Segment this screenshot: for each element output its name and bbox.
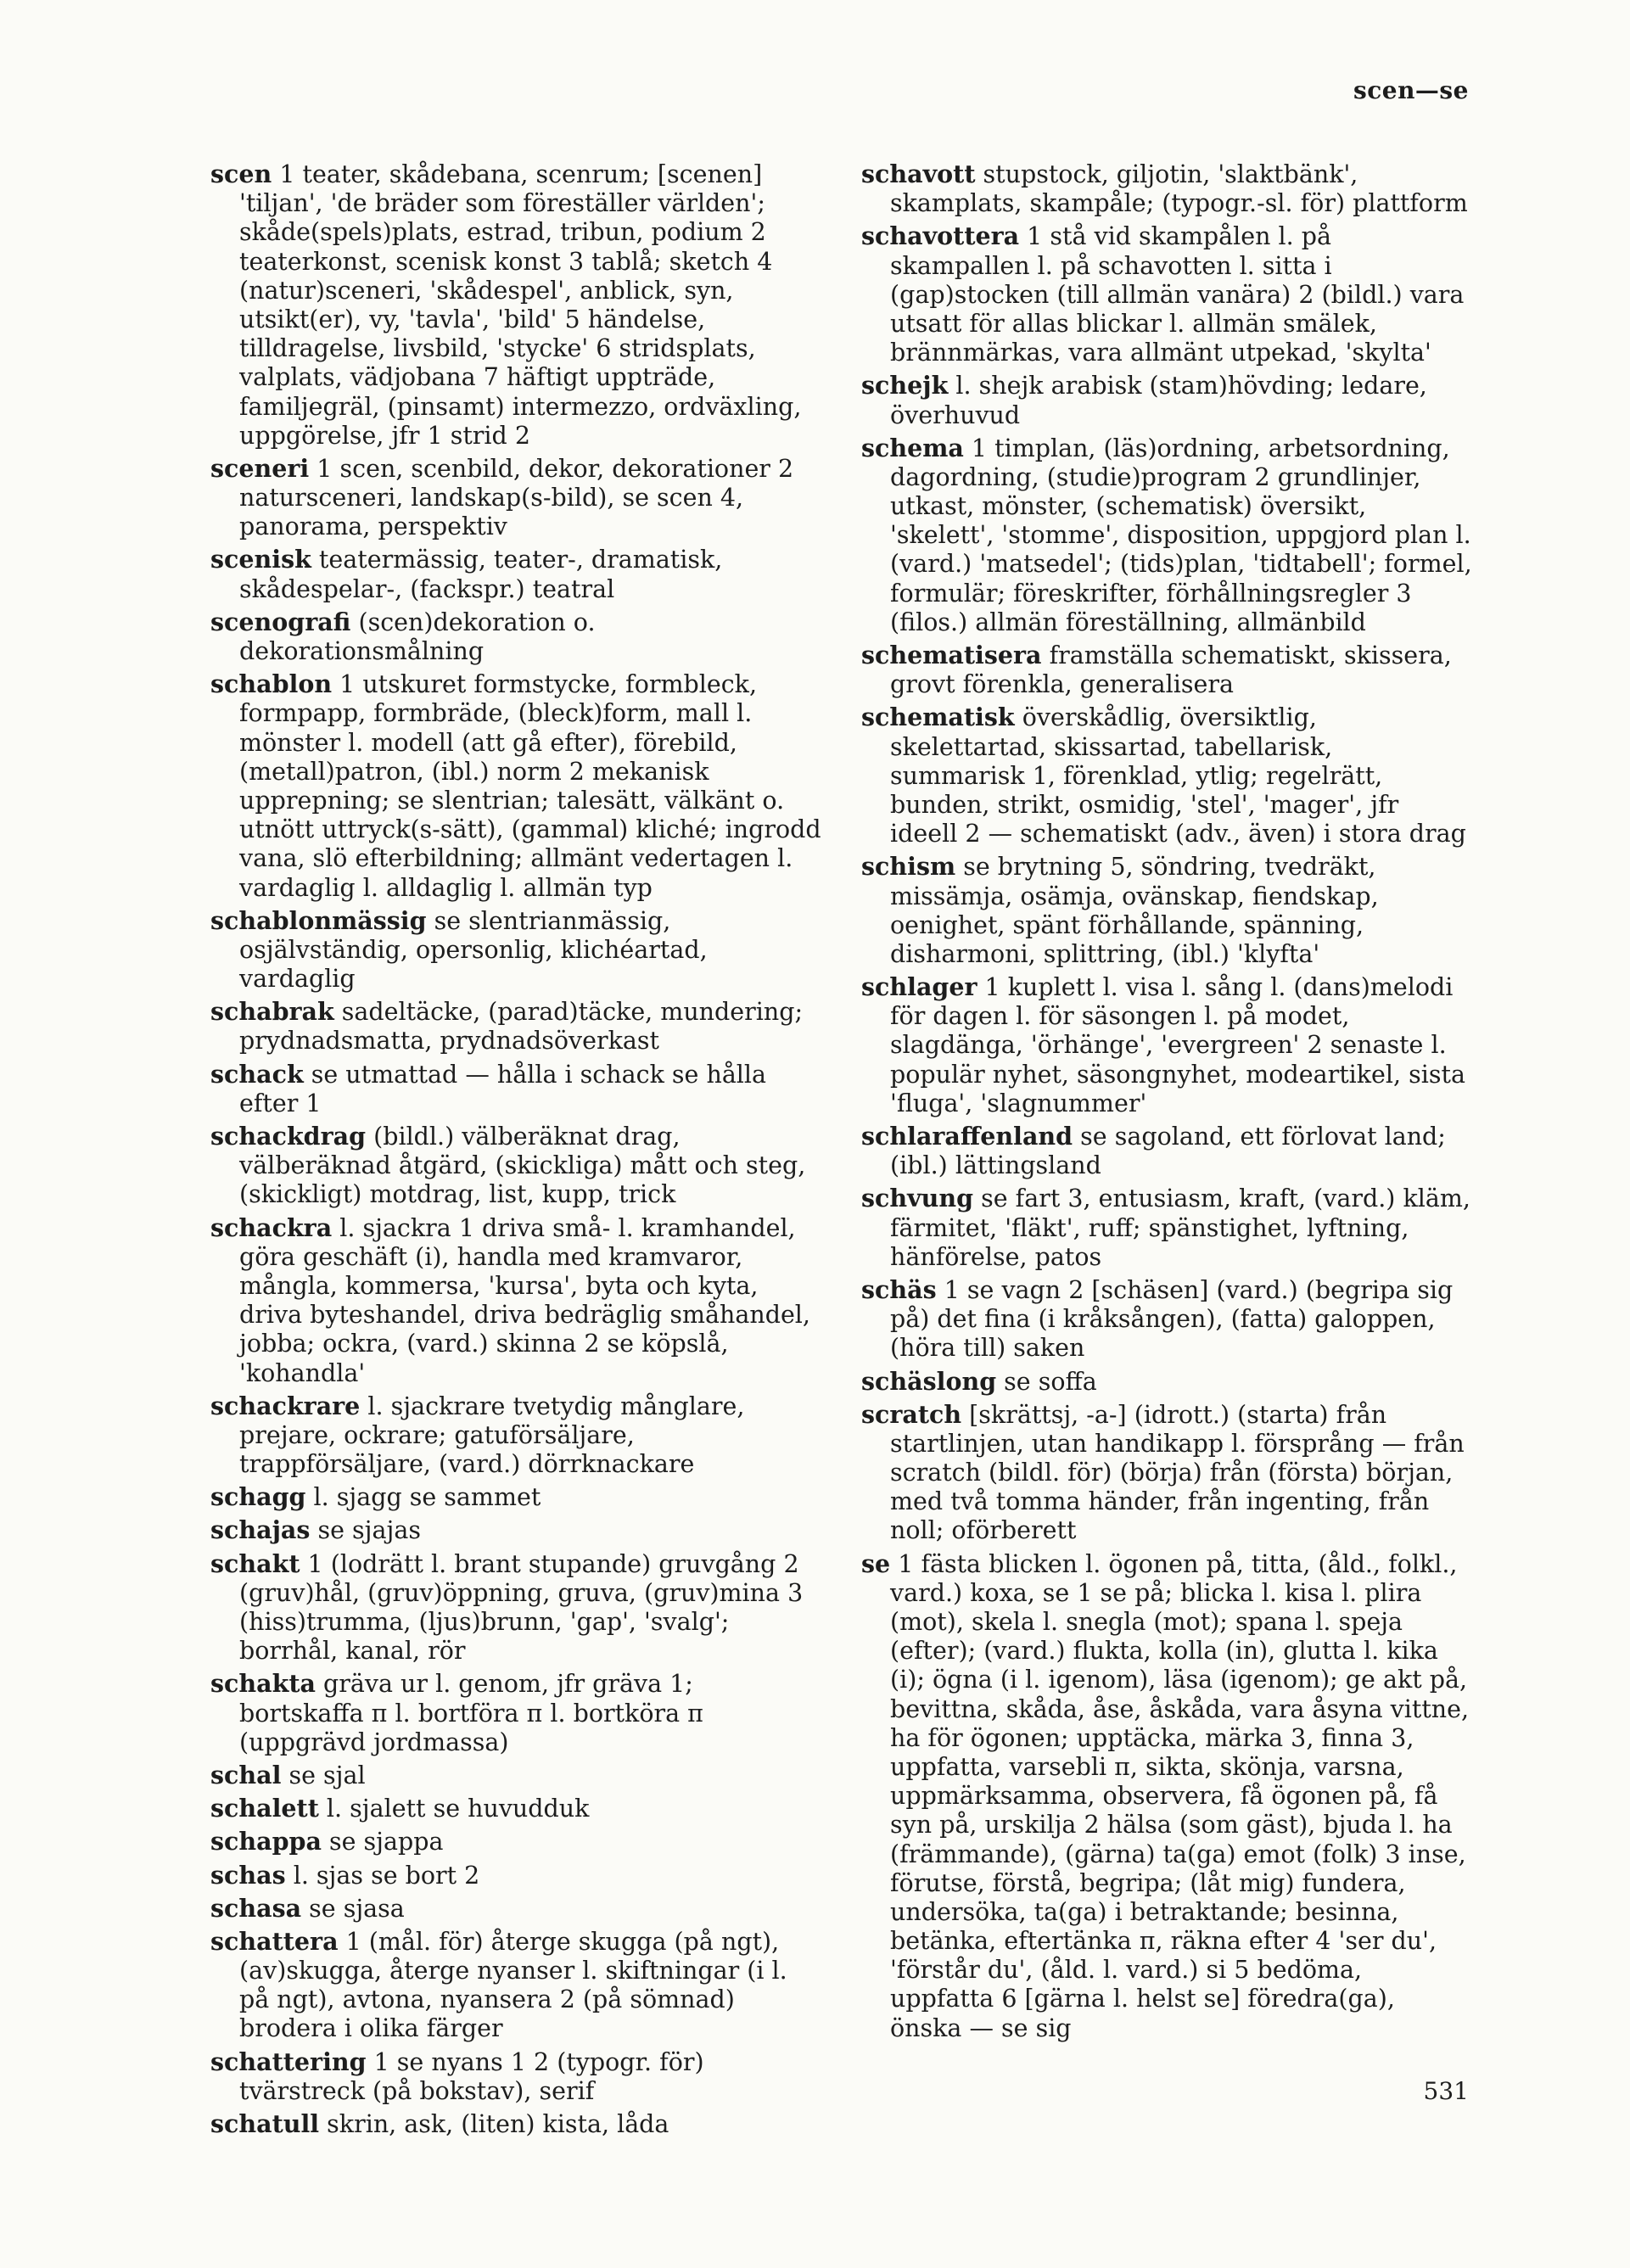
entry-headword: scratch — [861, 1399, 962, 1429]
entry-definition: (scen)dekoration o. dekorationsmålning — [239, 608, 596, 665]
dictionary-entry — [861, 1549, 1472, 2043]
entry-definition: 1 fästa blicken l. ögonen på, titta, (åld., folkl., vard.) koxa, se 1 se på; blicka l. kisa l. plira (mot), skela l. snegla (mot); spana l. speja (efter); (vard.) flukta, kolla (in), glutta l. kika (i); ögna (i l. igenom), läsa (igenom); ge akt på, bevittna, skåda, åse, åskåda, vara åsyna vittne, ha för ögonen; upptäcka, märka 3, finna 3, uppfatta, varsebli ᴨ, sikta, skönja, varsna, uppmärksamma, observera, få ögonen på, få syn på, urskilja 2 hälsa (som gäst), bjuda l. ha (främmande), (gärna) ta(ga) emot (folk) 3 inse, förutse, förstå, begripa; (låt mig) fundera, undersöka, ta(ga) i betraktande; besinna, betänka, eftertänka ᴨ, räkna efter 4 'ser du', 'förstår du', (åld. l. vard.) si 5 bedöma, uppfatta 6 [gärna l. helst se] föredra(ga), önska — se sig — [890, 1549, 1470, 2042]
dictionary-entry — [210, 1060, 821, 1118]
dictionary-entry — [861, 1184, 1472, 1272]
running-head: scen—se — [1353, 76, 1469, 104]
entry-definition: 1 (mål. för) återge skugga (på ngt), (av)skugga, återge nyanser l. skiftningar (i l. på ngt), avtona, nyansera 2 (på sömnad) brodera i olika färger — [239, 1927, 787, 2043]
entry-definition: se sjajas — [310, 1516, 421, 1545]
entry-headword: schablonmässig — [210, 905, 427, 935]
entry-headword: schajas — [210, 1515, 311, 1545]
entry-definition: 1 se nyans 1 2 (typogr. för) tvärstreck (på bokstav), serif — [239, 2047, 704, 2105]
entry-headword: schakt — [210, 1548, 300, 1578]
dictionary-entry — [861, 371, 1472, 429]
entry-definition: se utmattad — hålla i schack se hålla efter 1 — [239, 1060, 767, 1117]
right-column — [861, 160, 1472, 2047]
dictionary-entry — [861, 434, 1472, 637]
entry-headword: schasa — [210, 1893, 302, 1923]
dictionary-entry — [210, 608, 821, 666]
entry-headword: schvung — [861, 1184, 974, 1213]
entry-definition: l. sjagg se sammet — [305, 1483, 541, 1512]
dictionary-entry — [210, 1761, 821, 1790]
entry-headword: schackra — [210, 1212, 333, 1242]
entry-headword: scenisk — [210, 545, 311, 574]
entry-definition: se soffa — [996, 1367, 1097, 1396]
dictionary-entry — [861, 1400, 1472, 1546]
dictionary-entry — [861, 703, 1472, 848]
entry-definition: överskådlig, översiktlig, skelettartad, skissartad, tabellarisk, summarisk 1, förenklad, ytlig; regelrätt, bunden, strikt, osmidig, 'stel', 'mager', jfr ideell 2 — schematiskt (adv., även) i stora drag — [890, 703, 1466, 848]
dictionary-entry — [210, 1122, 821, 1210]
entry-definition: [skrättsj, -a-] (idrott.) (starta) från startlinjen, utan handikapp l. försprång — från scratch (bildl. för) (börja) från (första) början, med två tomma händer, från ingenting, från noll; oförberett — [890, 1400, 1465, 1545]
entry-headword: schabrak — [210, 997, 334, 1027]
entry-definition: l. sjas se bort 2 — [285, 1861, 480, 1890]
entry-headword: schackrare — [210, 1391, 361, 1420]
entry-definition: teatermässig, teater-, dramatisk, skådespelar-, (fackspr.) teatral — [239, 546, 723, 603]
entry-definition: se fart 3, entusiasm, kraft, (vard.) kläm, färmitet, 'fläkt', ruff; spänstighet, lyftning, hänförelse, patos — [890, 1184, 1470, 1271]
dictionary-entry — [210, 1794, 821, 1823]
entry-definition: 1 kuplett l. visa l. sång l. (dans)melodi för dagen l. för säsongen l. på modet, slagdänga, 'örhänge', 'evergreen' 2 senaste l. populär nyhet, säsongnyhet, modeartikel, sista 'fluga', 'slagnummer' — [890, 973, 1465, 1117]
entry-headword: schakta — [210, 1669, 316, 1699]
entry-headword: schematisera — [861, 641, 1042, 669]
entry-definition: 1 stå vid skampålen l. på skampallen l. på schavotten l. sitta i (gap)stocken (till allmän vanära) 2 (bildl.) vara utsatt för allas blickar l. allmän smälek, brännmärkas, vara allmänt utpekad, 'skylta' — [890, 222, 1465, 367]
entry-definition: se sjappa — [321, 1828, 444, 1856]
dictionary-entry — [210, 1827, 821, 1856]
dictionary-entry — [861, 972, 1472, 1118]
dictionary-entry — [210, 906, 821, 994]
dictionary-entry — [210, 669, 821, 903]
dictionary-entry — [210, 160, 821, 451]
entry-definition: l. sjackra 1 driva små- l. kramhandel, göra geschäft (i), handla med kramvaror, mångla, kommersa, 'kursa', byta och kyta, driva byteshandel, driva bedräglig småhandel, jobba; ockra, (vard.) skinna 2 se köpslå, 'kohandla' — [239, 1213, 810, 1387]
dictionary-entry — [861, 1122, 1472, 1180]
entry-headword: schism — [861, 852, 956, 882]
dictionary-entry — [861, 641, 1472, 699]
entry-definition: gräva ur l. genom, jfr gräva 1; bortskaffa ᴨ l. bortföra ᴨ l. bortköra ᴨ (uppgrävd jordmassa) — [239, 1670, 703, 1756]
dictionary-entry — [210, 1549, 821, 1666]
dictionary-entry — [210, 1482, 821, 1512]
entry-headword: schablon — [210, 669, 333, 699]
dictionary-entry — [861, 1275, 1472, 1364]
dictionary-entry — [210, 1894, 821, 1924]
dictionary-entry — [210, 454, 821, 542]
entry-definition: se sjal — [281, 1761, 366, 1789]
entry-definition: stupstock, giljotin, 'slaktbänk', skamplats, skampåle; (typogr.-sl. för) plattform — [890, 160, 1468, 218]
entry-headword: schackdrag — [210, 1122, 367, 1151]
dictionary-entry — [210, 2109, 821, 2139]
entry-headword: schal — [210, 1760, 282, 1789]
dictionary-entry — [210, 1861, 821, 1890]
entry-definition: se brytning 5, söndring, tvedräkt, missämja, osämja, ovänskap, fiendskap, oenighet, spänt förhållande, spänning, disharmoni, splittring, (ibl.) 'klyfta' — [890, 853, 1379, 968]
entry-definition: (bildl.) välberäknat drag, välberäknad åtgärd, (skickliga) mått och steg, (skickligt) motdrag, list, kupp, trick — [239, 1123, 806, 1209]
entry-definition: 1 teater, skådebana, scenrum; [scenen] 'tiljan', 'de bräder som föreställer världen'; skåde(spels)plats, estrad, tribun, podium 2 teaterkonst, scenisk konst 3 tablå; sketch 4 (natur)sceneri, 'skådespel', anblick, syn, utsikt(er), vy, 'tavla', 'bild' 5 händelse, tilldragelse, livsbild, 'stycke' 6 stridsplats, valplats, vädjobana 7 häftigt uppträde, familjegräl, (pinsamt) intermezzo, ordväxling, uppgörelse, jfr 1 strid 2 — [239, 160, 802, 450]
entry-definition: 1 utskuret formstycke, formbleck, formpapp, formbräde, (bleck)form, mall l. mönster l. modell (att gå efter), förebild, (metall)patron, (ibl.) norm 2 mekanisk upprepning; se slentrian; talesätt, välkänt o. utnött uttryck(s-sätt), (gammal) kliché; ingrodd vana, slö efterbildning; allmänt vedertagen l. vardaglig l. alldaglig l. allmän typ — [239, 670, 821, 902]
entry-headword: schattera — [210, 1926, 339, 1956]
dictionary-entry — [210, 997, 821, 1056]
entry-definition: l. sjalett se huvudduk — [318, 1795, 590, 1823]
entry-headword: schack — [210, 1059, 304, 1089]
entry-definition: se slentrianmässig, osjälvständig, opersonlig, klichéartad, vardaglig — [239, 906, 708, 994]
dictionary-entry — [210, 1392, 821, 1480]
entry-definition: 1 scen, scenbild, dekor, dekorationer 2 natursceneri, landskap(s-bild), se scen 4, panorama, perspektiv — [239, 454, 794, 541]
entry-definition: se sagoland, ett förlovat land; (ibl.) lättingsland — [890, 1123, 1446, 1180]
dictionary-entry — [861, 221, 1472, 367]
entry-headword: scen — [210, 160, 272, 188]
entry-headword: schematisk — [861, 703, 1015, 732]
dictionary-entry — [861, 160, 1472, 218]
dictionary-entry — [861, 1367, 1472, 1397]
entry-definition: framställa schematiskt, skissera, grovt förenkla, generalisera — [890, 641, 1452, 699]
entry-definition: se sjasa — [301, 1894, 405, 1923]
entry-headword: schappa — [210, 1827, 322, 1856]
left-column — [210, 160, 821, 2142]
entry-headword: schavottera — [861, 221, 1020, 251]
entry-headword: schlager — [861, 972, 977, 1002]
dictionary-entry — [210, 2047, 821, 2106]
entry-headword: schäslong — [861, 1366, 997, 1396]
entry-definition: l. sjackrare tvetydig månglare, prejare, ockrare; gatuförsäljare, trappförsäljare, (vard.) dörrknackare — [239, 1392, 745, 1479]
entry-headword: schalett — [210, 1794, 319, 1823]
dictionary-entry — [210, 1213, 821, 1388]
entry-headword: schas — [210, 1860, 286, 1890]
entry-definition: l. shejk arabisk (stam)hövding; ledare, överhuvud — [890, 372, 1427, 429]
entry-headword: schejk — [861, 371, 949, 400]
entry-headword: schäs — [861, 1274, 937, 1304]
entry-definition: 1 timplan, (läs)ordning, arbetsordning, dagordning, (studie)program 2 grundlinjer, utkast, mönster, (schematisk) översikt, 'skelett', 'stomme', disposition, uppgjord plan l. (vard.) 'matsedel'; (tids)plan, 'tidtabell'; formel, formulär; föreskrifter, förhållningsregler 3 (filos.) allmän föreställning, allmänbild — [890, 434, 1472, 636]
dictionary-entry — [210, 1515, 821, 1545]
entry-headword: schavott — [861, 160, 976, 188]
page-number: 531 — [1423, 2077, 1469, 2105]
dictionary-entry — [861, 852, 1472, 969]
entry-headword: scenografi — [210, 607, 351, 636]
entry-headword: schlaraffenland — [861, 1122, 1073, 1151]
entry-definition: sadeltäcke, (parad)täcke, mundering; prydnadsmatta, prydnadsöverkast — [239, 998, 804, 1056]
entry-definition: skrin, ask, (liten) kista, låda — [319, 2110, 669, 2138]
entry-headword: se — [861, 1548, 891, 1578]
entry-headword: schattering — [210, 2047, 367, 2076]
entry-definition: 1 (lodrätt l. brant stupande) gruvgång 2 (gruv)hål, (gruv)öppning, gruva, (gruv)mina 3 (hiss)trumma, (ljus)brunn, 'gap', 'svalg'; borrhål, kanal, rör — [239, 1549, 804, 1666]
dictionary-entry — [210, 1927, 821, 2044]
entry-headword: schema — [861, 433, 964, 462]
entry-headword: schagg — [210, 1482, 306, 1512]
entry-headword: schatull — [210, 2109, 320, 2138]
entry-definition: 1 se vagn 2 [schäsen] (vard.) (begripa sig på) det fina (i kråksången), (fatta) galoppen, (höra till) saken — [890, 1275, 1454, 1363]
dictionary-entry — [210, 1669, 821, 1757]
entry-headword: sceneri — [210, 453, 310, 483]
dictionary-entry — [210, 545, 821, 603]
